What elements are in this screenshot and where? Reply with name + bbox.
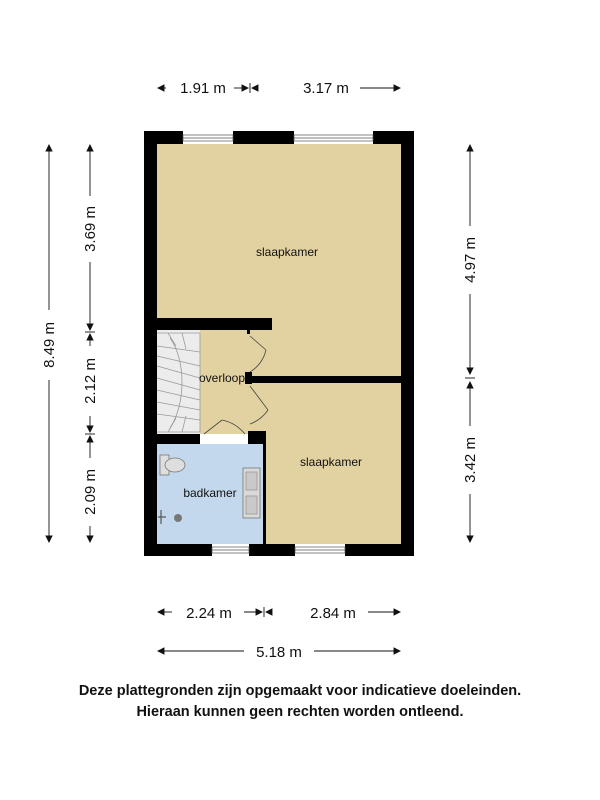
dim-left-upper: 3.69 m [82,206,99,252]
room-label-bedroom-second: slaapkamer [299,455,363,469]
dim-left-total: 8.49 m [41,322,58,368]
toilet-bowl-icon [165,458,185,472]
dim-right-lower: 3.42 m [462,437,479,483]
room-label-bathroom: badkamer [183,486,237,500]
shower-drain-icon [174,514,182,522]
room-label-landing: overloop [198,371,246,385]
floors [157,144,401,544]
stairs-floor [157,330,200,434]
disclaimer-line-1: Deze plattegronden zijn opgemaakt voor indicatieve doeleinden. [78,683,522,699]
dim-bottom-left: 2.24 m [186,605,232,622]
dim-top-left: 1.91 m [180,80,226,97]
disclaimer [0,681,600,723]
disclaimer-line-2: Hieraan kunnen geen rechten worden ontleend. [136,704,464,720]
dim-right-upper: 4.97 m [462,237,479,283]
dim-bottom-total: 5.18 m [256,644,302,661]
dim-top-right: 3.17 m [303,80,349,97]
dim-left-middle: 2.12 m [82,358,99,404]
dim-left-lower: 2.09 m [82,469,99,515]
dim-bottom-right: 2.84 m [310,605,356,622]
room-label-bedroom-main: slaapkamer [255,245,319,259]
